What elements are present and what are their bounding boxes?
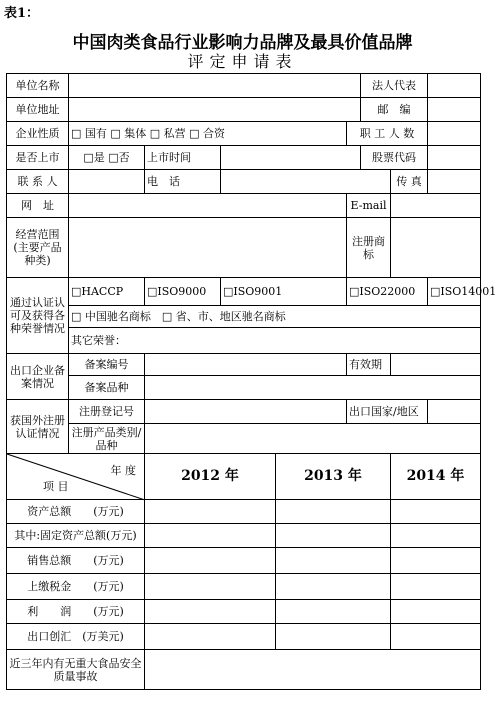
label-registered-tm: 注册商标 [347,218,391,278]
cell-2013[interactable] [276,524,391,548]
input-business-scope[interactable] [69,218,347,278]
input-valid-period[interactable] [391,354,481,376]
label-listed: 是否上市 [7,146,69,170]
row-fixed-assets: 其中:固定资产总额(万元) [7,524,145,548]
cell-2013[interactable] [276,574,391,600]
cell-2012[interactable] [145,600,276,624]
page-subtitle: 评定申请表 [187,52,298,71]
cell-2014[interactable] [391,600,481,624]
input-legal-rep[interactable] [428,74,481,98]
cert-iso22000[interactable]: □ISO22000 [347,278,428,306]
cell-2013[interactable] [276,500,391,524]
cert-iso14001[interactable]: □ISO14001 [428,278,481,306]
label-export-record: 出口企业备案情况 [7,354,69,400]
cell-2013[interactable] [276,600,391,624]
row-total-sales: 销售总额 (万元) [7,548,145,574]
cert-haccp[interactable]: □HACCP [69,278,145,306]
label-legal-rep: 法人代表 [361,74,428,98]
label-contact: 联 系 人 [7,170,69,194]
application-form [6,73,496,690]
label-postcode: 邮 编 [361,98,428,122]
other-honors[interactable]: 其它荣誉： [69,328,481,354]
header-item: 项 目 [43,480,69,493]
input-phone[interactable] [221,170,391,194]
row-total-assets: 资产总额 (万元) [7,500,145,524]
label-nature: 企业性质 [7,122,69,146]
input-website[interactable] [69,194,347,218]
label-listing-time: 上市时间 [145,146,221,170]
cert-iso9001[interactable]: □ISO9001 [221,278,347,306]
label-valid-period: 有效期 [347,354,391,376]
cell-2012[interactable] [145,524,276,548]
input-address[interactable] [69,98,361,122]
input-email[interactable] [391,194,481,218]
input-safety-incidents[interactable] [145,650,481,690]
input-stock-code[interactable] [428,146,481,170]
label-employees: 职 工 人 数 [347,122,428,146]
label-export-country: 出口国家/地区 [347,400,428,424]
label-fax: 传 真 [391,170,428,194]
label-company-name: 单位名称 [7,74,69,98]
input-reg-no[interactable] [145,400,347,424]
cell-2012[interactable] [145,624,276,650]
cell-2014[interactable] [391,574,481,600]
cell-2013[interactable] [276,548,391,574]
label-foreign-reg: 获国外注册认证情况 [7,400,69,454]
cell-2012[interactable] [145,574,276,600]
cell-2013[interactable] [276,624,391,650]
label-certification: 通过认证认可及获得各种荣誉情况 [7,278,69,354]
row-safety-incidents: 近三年内有无重大食品安全质量事故 [7,650,145,690]
row-taxes: 上缴税金 (万元) [7,574,145,600]
input-fax[interactable] [428,170,481,194]
label-record-variety: 备案品种 [69,376,145,400]
cert-iso9000[interactable]: □ISO9000 [145,278,221,306]
input-listing-time[interactable] [221,146,361,170]
year-2013: 2013 年 [276,454,391,500]
page-title: 中国肉类食品行业影响力品牌及最具价值品牌 [72,33,413,53]
diagonal-line [7,454,145,500]
input-contact[interactable] [69,170,145,194]
label-website: 网 址 [7,194,69,218]
cell-2014[interactable] [391,624,481,650]
input-record-variety[interactable] [145,376,481,400]
cell-2014[interactable] [391,500,481,524]
year-2012: 2012 年 [145,454,276,500]
label-phone: 电 话 [145,170,221,194]
input-record-no[interactable] [145,354,347,376]
input-registered-tm[interactable] [391,218,481,278]
cell-2014[interactable] [391,524,481,548]
label-business-scope: 经营范围(主要产品种类) [7,218,69,278]
input-postcode[interactable] [428,98,481,122]
cell-2012[interactable] [145,548,276,574]
input-reg-product[interactable] [145,424,481,454]
header-year: 年 度 [110,464,136,477]
listed-options[interactable]: □是 □否 [69,146,145,170]
label-record-no: 备案编号 [69,354,145,376]
year-2014: 2014 年 [391,454,481,500]
label-address: 单位地址 [7,98,69,122]
label-email: E-mail [347,194,391,218]
cell-2012[interactable] [145,500,276,524]
nature-options[interactable]: □ 国有 □ 集体 □ 私营 □ 合资 [69,122,347,146]
label-stock-code: 股票代码 [361,146,428,170]
label-reg-product: 注册产品类别/品种 [69,424,145,454]
row-export-earnings: 出口创汇 (万美元) [7,624,145,650]
cell-2014[interactable] [391,548,481,574]
input-company-name[interactable] [69,74,361,98]
input-employees[interactable] [428,122,481,146]
table-label: 表1： [4,6,40,21]
year-item-header [7,454,145,500]
input-export-country[interactable] [428,400,481,424]
row-profit: 利 润 (万元) [7,600,145,624]
label-reg-no: 注册登记号 [69,400,145,424]
famous-trademark-options[interactable]: □ 中国驰名商标 □ 省、市、地区驰名商标 [69,306,481,328]
